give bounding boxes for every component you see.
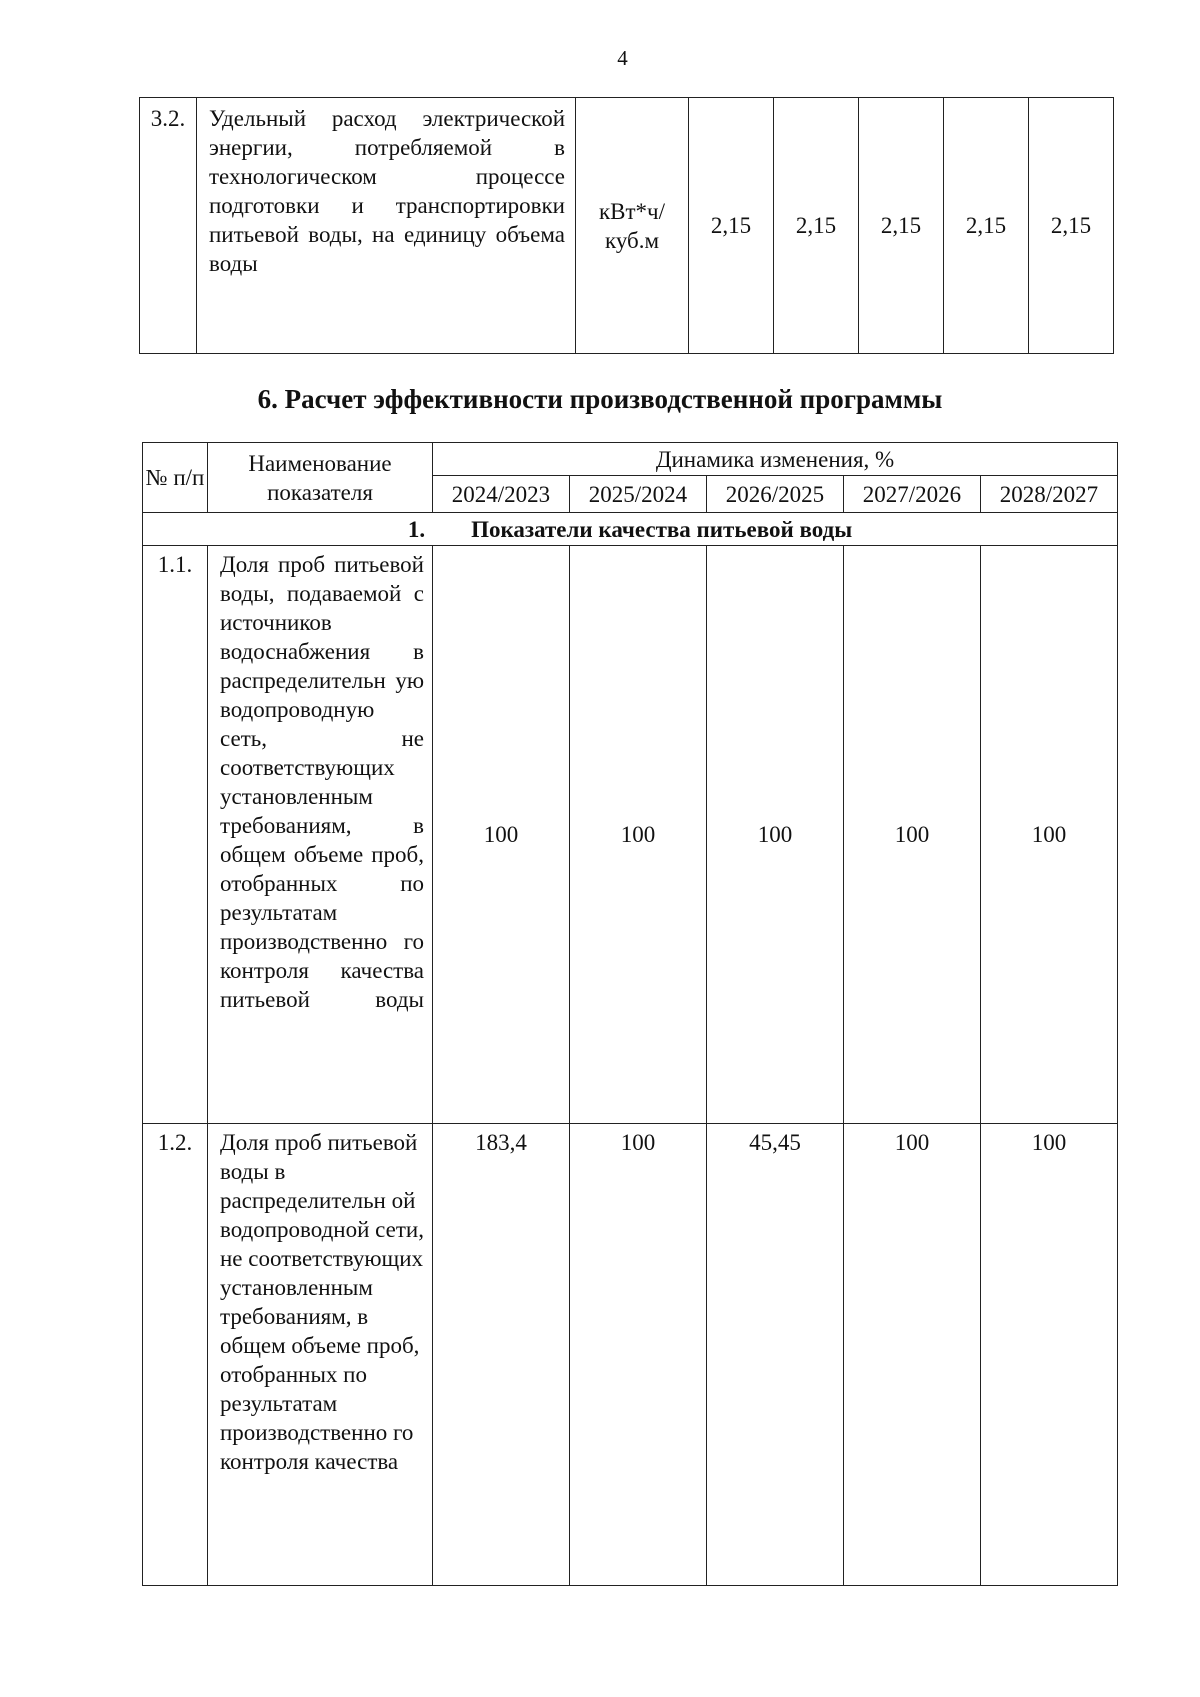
row-number: 1.1. — [143, 546, 208, 1124]
table-row — [140, 98, 1114, 354]
indicator-name: Доля проб питьевой воды, подаваемой с источников водоснабжения в распределительн ую водопроводную сеть, не соответствующих установленным требованиям, в общем объеме проб, отобранных по результатам производственно го контроля качества питьевой воды — [208, 546, 433, 1124]
header-year: 2024/2023 — [433, 476, 570, 513]
value-cell: 2,15 — [774, 98, 859, 354]
value-cell: 2,15 — [859, 98, 944, 354]
efficiency-table — [142, 442, 1118, 1586]
indicator-name: Доля проб питьевой воды в распределительн ой водопроводной сети, не соответствующих установленным требованиям, в общем объеме проб, отобранных по результатам производственно го контроля качества — [208, 1124, 433, 1586]
value-cell: 100 — [981, 546, 1118, 1124]
section-title: 6. Расчет эффективности производственной программы — [257, 384, 943, 414]
header-year: 2027/2026 — [844, 476, 981, 513]
header-row — [143, 443, 1118, 476]
value-cell: 100 — [844, 546, 981, 1124]
header-dynamics: Динамика изменения, % — [433, 443, 1118, 476]
page-number: 4 — [617, 46, 628, 70]
indicator-name: Удельный расход электрической энергии, потребляемой в технологическом процессе подготовки и транспортировки питьевой воды, на единицу объема воды — [197, 98, 576, 354]
row-number: 1.2. — [143, 1124, 208, 1586]
value-cell: 100 — [570, 1124, 707, 1586]
table-row — [143, 546, 1118, 1124]
value-cell: 100 — [570, 546, 707, 1124]
value-cell: 2,15 — [944, 98, 1029, 354]
value-cell: 2,15 — [1029, 98, 1114, 354]
value-cell: 100 — [433, 546, 570, 1124]
table-row — [143, 1124, 1118, 1586]
header-year: 2026/2025 — [707, 476, 844, 513]
section-row — [143, 513, 1118, 546]
value-cell: 183,4 — [433, 1124, 570, 1586]
value-cell: 100 — [707, 546, 844, 1124]
header-name: Наименование показателя — [208, 443, 433, 513]
row-number: 3.2. — [140, 98, 197, 354]
value-cell: 100 — [981, 1124, 1118, 1586]
value-cell: 100 — [844, 1124, 981, 1586]
value-cell: 2,15 — [689, 98, 774, 354]
section-heading: 1. Показатели качества питьевой воды — [143, 513, 1118, 546]
header-year: 2028/2027 — [981, 476, 1118, 513]
value-cell: 45,45 — [707, 1124, 844, 1586]
indicator-table — [139, 97, 1114, 354]
header-number: № п/п — [143, 443, 208, 513]
header-year: 2025/2024 — [570, 476, 707, 513]
unit-cell: кВт*ч/ куб.м — [576, 98, 689, 354]
